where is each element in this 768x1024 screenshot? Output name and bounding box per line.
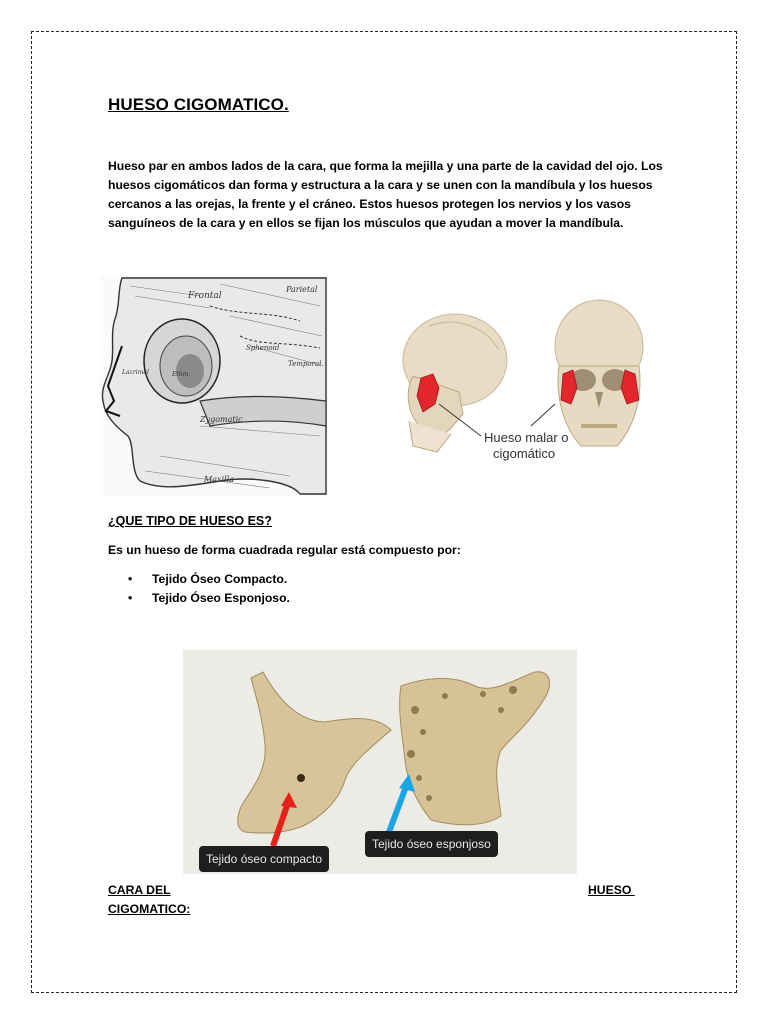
frontal-skull xyxy=(555,300,643,446)
compact-tissue-label: Tejido óseo compacto xyxy=(199,846,329,872)
page-title: HUESO CIGOMATICO. xyxy=(108,95,289,114)
zygomatic-label-line2: cigomático xyxy=(493,446,556,461)
label-maxilla: Maxilla xyxy=(204,475,234,484)
list-item: • Tejido Óseo Compacto. xyxy=(128,570,290,589)
label-frontal: Frontal xyxy=(188,291,222,301)
bone-tissue-figure xyxy=(183,650,577,874)
skull-engraving-figure xyxy=(100,276,328,496)
intro-paragraph: Hueso par en ambos lados de la cara, que forma la mejilla y una parte de la cavidad del ojo. Los huesos cigomáticos dan forma y estructura a la cara y se unen con la mandíbula y los huesos cercanos a las orejas, la frente y el cráneo. Estos huesos protegen los nervios y los vasos sanguíneos de la cara y en ellos se fijan los músculos que ayudan a mover la mandíbula. xyxy=(108,159,663,230)
label-zygomatic: Zygomatic xyxy=(200,415,243,424)
label-lacrimal: Lacrimal xyxy=(122,369,149,376)
label-sphenoid: Sphenoid xyxy=(246,344,280,352)
section-heading: ¿QUE TIPO DE HUESO ES? xyxy=(108,514,272,528)
footer-label-left xyxy=(108,881,190,919)
footer-left-line2: CIGOMATICO: xyxy=(108,902,191,916)
footer-label-right: HUESO xyxy=(588,883,635,897)
components-list xyxy=(128,570,290,608)
list-item: • Tejido Óseo Esponjoso. xyxy=(128,589,290,608)
label-ethmoid: Ethm. xyxy=(172,371,191,378)
spongy-tissue-label: Tejido óseo esponjoso xyxy=(365,831,498,857)
label-parietal: Parietal xyxy=(286,285,318,294)
section-intro: Es un hueso de forma cuadrada regular está compuesto por: xyxy=(108,543,461,557)
label-temporal: Temporal xyxy=(288,360,322,368)
zygomatic-label-line1: Hueso malar o xyxy=(484,430,569,445)
footer-left-line1: CARA DEL xyxy=(108,883,171,897)
skulls-3d-figure xyxy=(395,296,657,468)
